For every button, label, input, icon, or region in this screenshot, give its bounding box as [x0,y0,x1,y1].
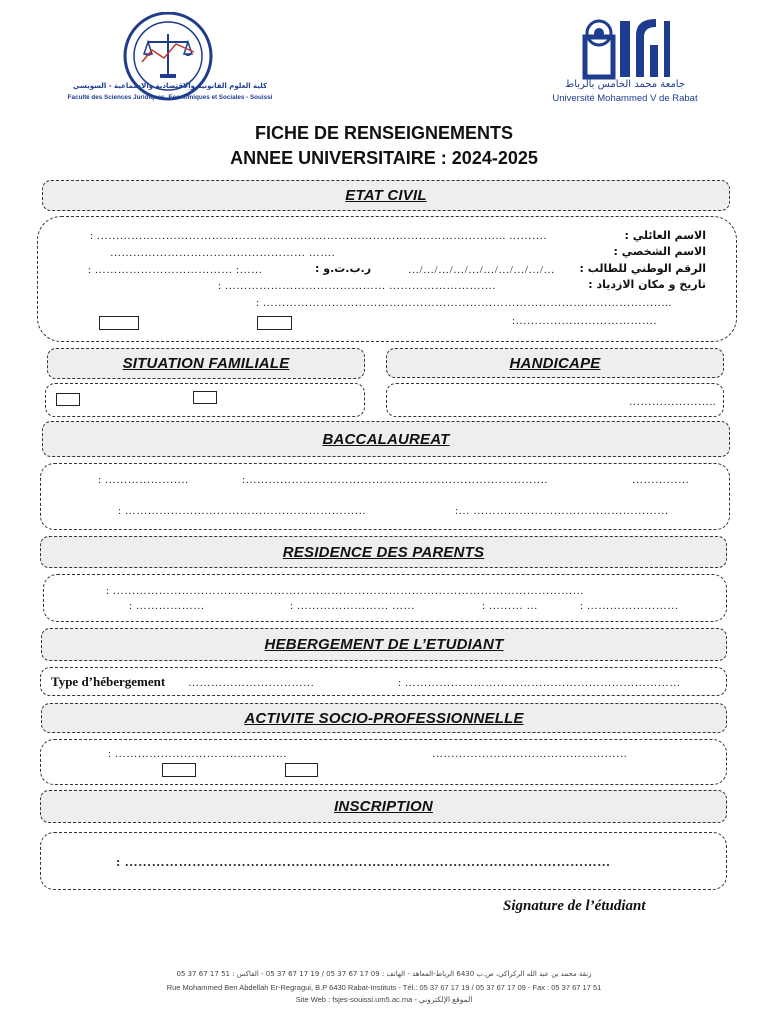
field-cin[interactable]: : ……………………………… :…… [88,264,263,276]
field-residence-c[interactable]: : ……… … [482,600,539,612]
section-title: ETAT CIVIL [345,187,427,204]
section-title: INSCRIPTION [334,798,433,815]
field-prenom[interactable]: …………………………………………… ……. [110,247,335,259]
university-logo [540,15,710,107]
checkbox-activite-2[interactable] [285,763,318,777]
footer-website: Site Web : fsjes-souissi.um5.ac.ma - الموقع الإلكتروني [295,995,473,1004]
section-header-activite [41,703,727,733]
section-body-activite [40,739,727,785]
field-inscription[interactable]: : ……………………………………………………………………………………………… [116,854,611,869]
section-title: BACCALAUREAT [322,430,450,448]
section-title: SITUATION FAMILIALE [122,355,290,372]
field-bac-e[interactable]: :… …………………………………………… [455,505,669,517]
section-header-residence [40,536,727,568]
university-name-french: Université Mohammed V de Rabat [552,93,698,104]
footer-address-french: Rue Mohammed Ben Abdellah Er-Regragui, B.P 6430 Rabat-Instituts - Tél.: 05 37 67 17 19 / 05 37 67 17 09 - Fax : 05 37 67 17 51 [166,983,602,992]
label-rbtw: ر.ب.ت.و : [315,262,372,275]
field-residence-d[interactable]: : …………………… [580,600,679,612]
section-title: HANDICAPE [509,354,601,372]
faculty-emblem-icon [60,12,280,107]
label-nom: الاسم العائلي : [624,229,706,242]
document-title: FICHE DE RENSEIGNEMENTS [254,123,514,143]
field-hebergement-a[interactable]: …………………………… [188,677,315,689]
label-prenom: الاسم الشخصي : [613,245,706,258]
section-header-baccalaureat [42,421,730,457]
field-residence-a[interactable]: : ……………… [129,600,205,612]
field-activite-b[interactable]: …………………………………………… [432,748,628,760]
footer-address-arabic: زنقة محمد بن عبد الله الركراكي، ص.ب 6430 الرباط-المعاهد - الهاتف : 09 17 67 37 05 / 19 17 67 37 05 - الفاكس : 51 17 67 37 05 [176,970,592,978]
university-emblem-icon [540,15,710,85]
section-title: ACTIVITE SOCIO-PROFESSIONNELLE [244,709,524,727]
checkbox-situation-2[interactable] [193,391,217,404]
field-cin-slashes[interactable]: …/…/…/…/…/…/…/…/…/… [408,264,556,276]
section-title: RESIDENCE DES PARENTS [282,543,485,561]
signature-label: Signature de l’étudiant [503,898,646,914]
field-activite-a[interactable]: : ……………………………………… [108,748,288,760]
checkbox-situation-1[interactable] [56,393,80,406]
university-name-arabic: جامعة محمد الخامس بالرباط [564,79,686,90]
label-type-hebergement: Type d’hébergement [51,674,166,689]
faculty-name-french: Faculté des Sciences Juridiques, Economiques et Sociales - Souissi [67,94,273,101]
academic-year: ANNEE UNIVERSITAIRE : 2024-2025 [230,148,538,168]
label-naissance: تاريخ و مكان الازدياد : [588,278,706,291]
field-hebergement-b[interactable]: : ……………………………………………………………… [398,677,681,689]
section-header-situation-familiale [47,348,365,379]
field-naissance[interactable]: : …………………………………… ………………………. [218,280,496,292]
faculty-logo [60,12,280,107]
field-line6[interactable]: :………………………………. [512,315,657,327]
section-header-etat-civil [42,180,730,211]
field-handicape[interactable]: ………………….. [629,396,716,408]
field-nom[interactable]: : …………………………………………………………………………………………….. ………. [90,230,547,242]
section-body-residence [43,574,727,622]
label-cin: الرقم الوطني للطالب : [579,262,706,275]
checkbox-sexe-1[interactable] [99,316,139,330]
checkbox-activite-1[interactable] [162,763,196,777]
field-residence-b[interactable]: : …………………… …… [290,600,416,612]
faculty-name-arabic: كلية العلوم القانونية والاقتصادية والاجتماعية - السويسي [72,82,268,90]
field-residence-line1[interactable]: : …………………………………………………………………………………………………………… [106,585,585,597]
section-header-hebergement [41,628,727,661]
section-header-handicape [386,348,724,378]
section-title: HEBERGEMENT DE L’ETUDIANT [264,636,504,653]
field-line5[interactable]: : …………………………………………………………………………………………….. [256,297,672,309]
field-bac-a[interactable]: : …………………. [98,474,189,486]
section-header-inscription [40,790,727,823]
field-bac-c[interactable]: …………… [632,474,690,486]
checkbox-sexe-2[interactable] [257,316,292,330]
field-bac-b[interactable]: :……………………………………………………………………. [242,474,548,486]
field-bac-d[interactable]: : ……………………………………………………… [118,505,367,517]
